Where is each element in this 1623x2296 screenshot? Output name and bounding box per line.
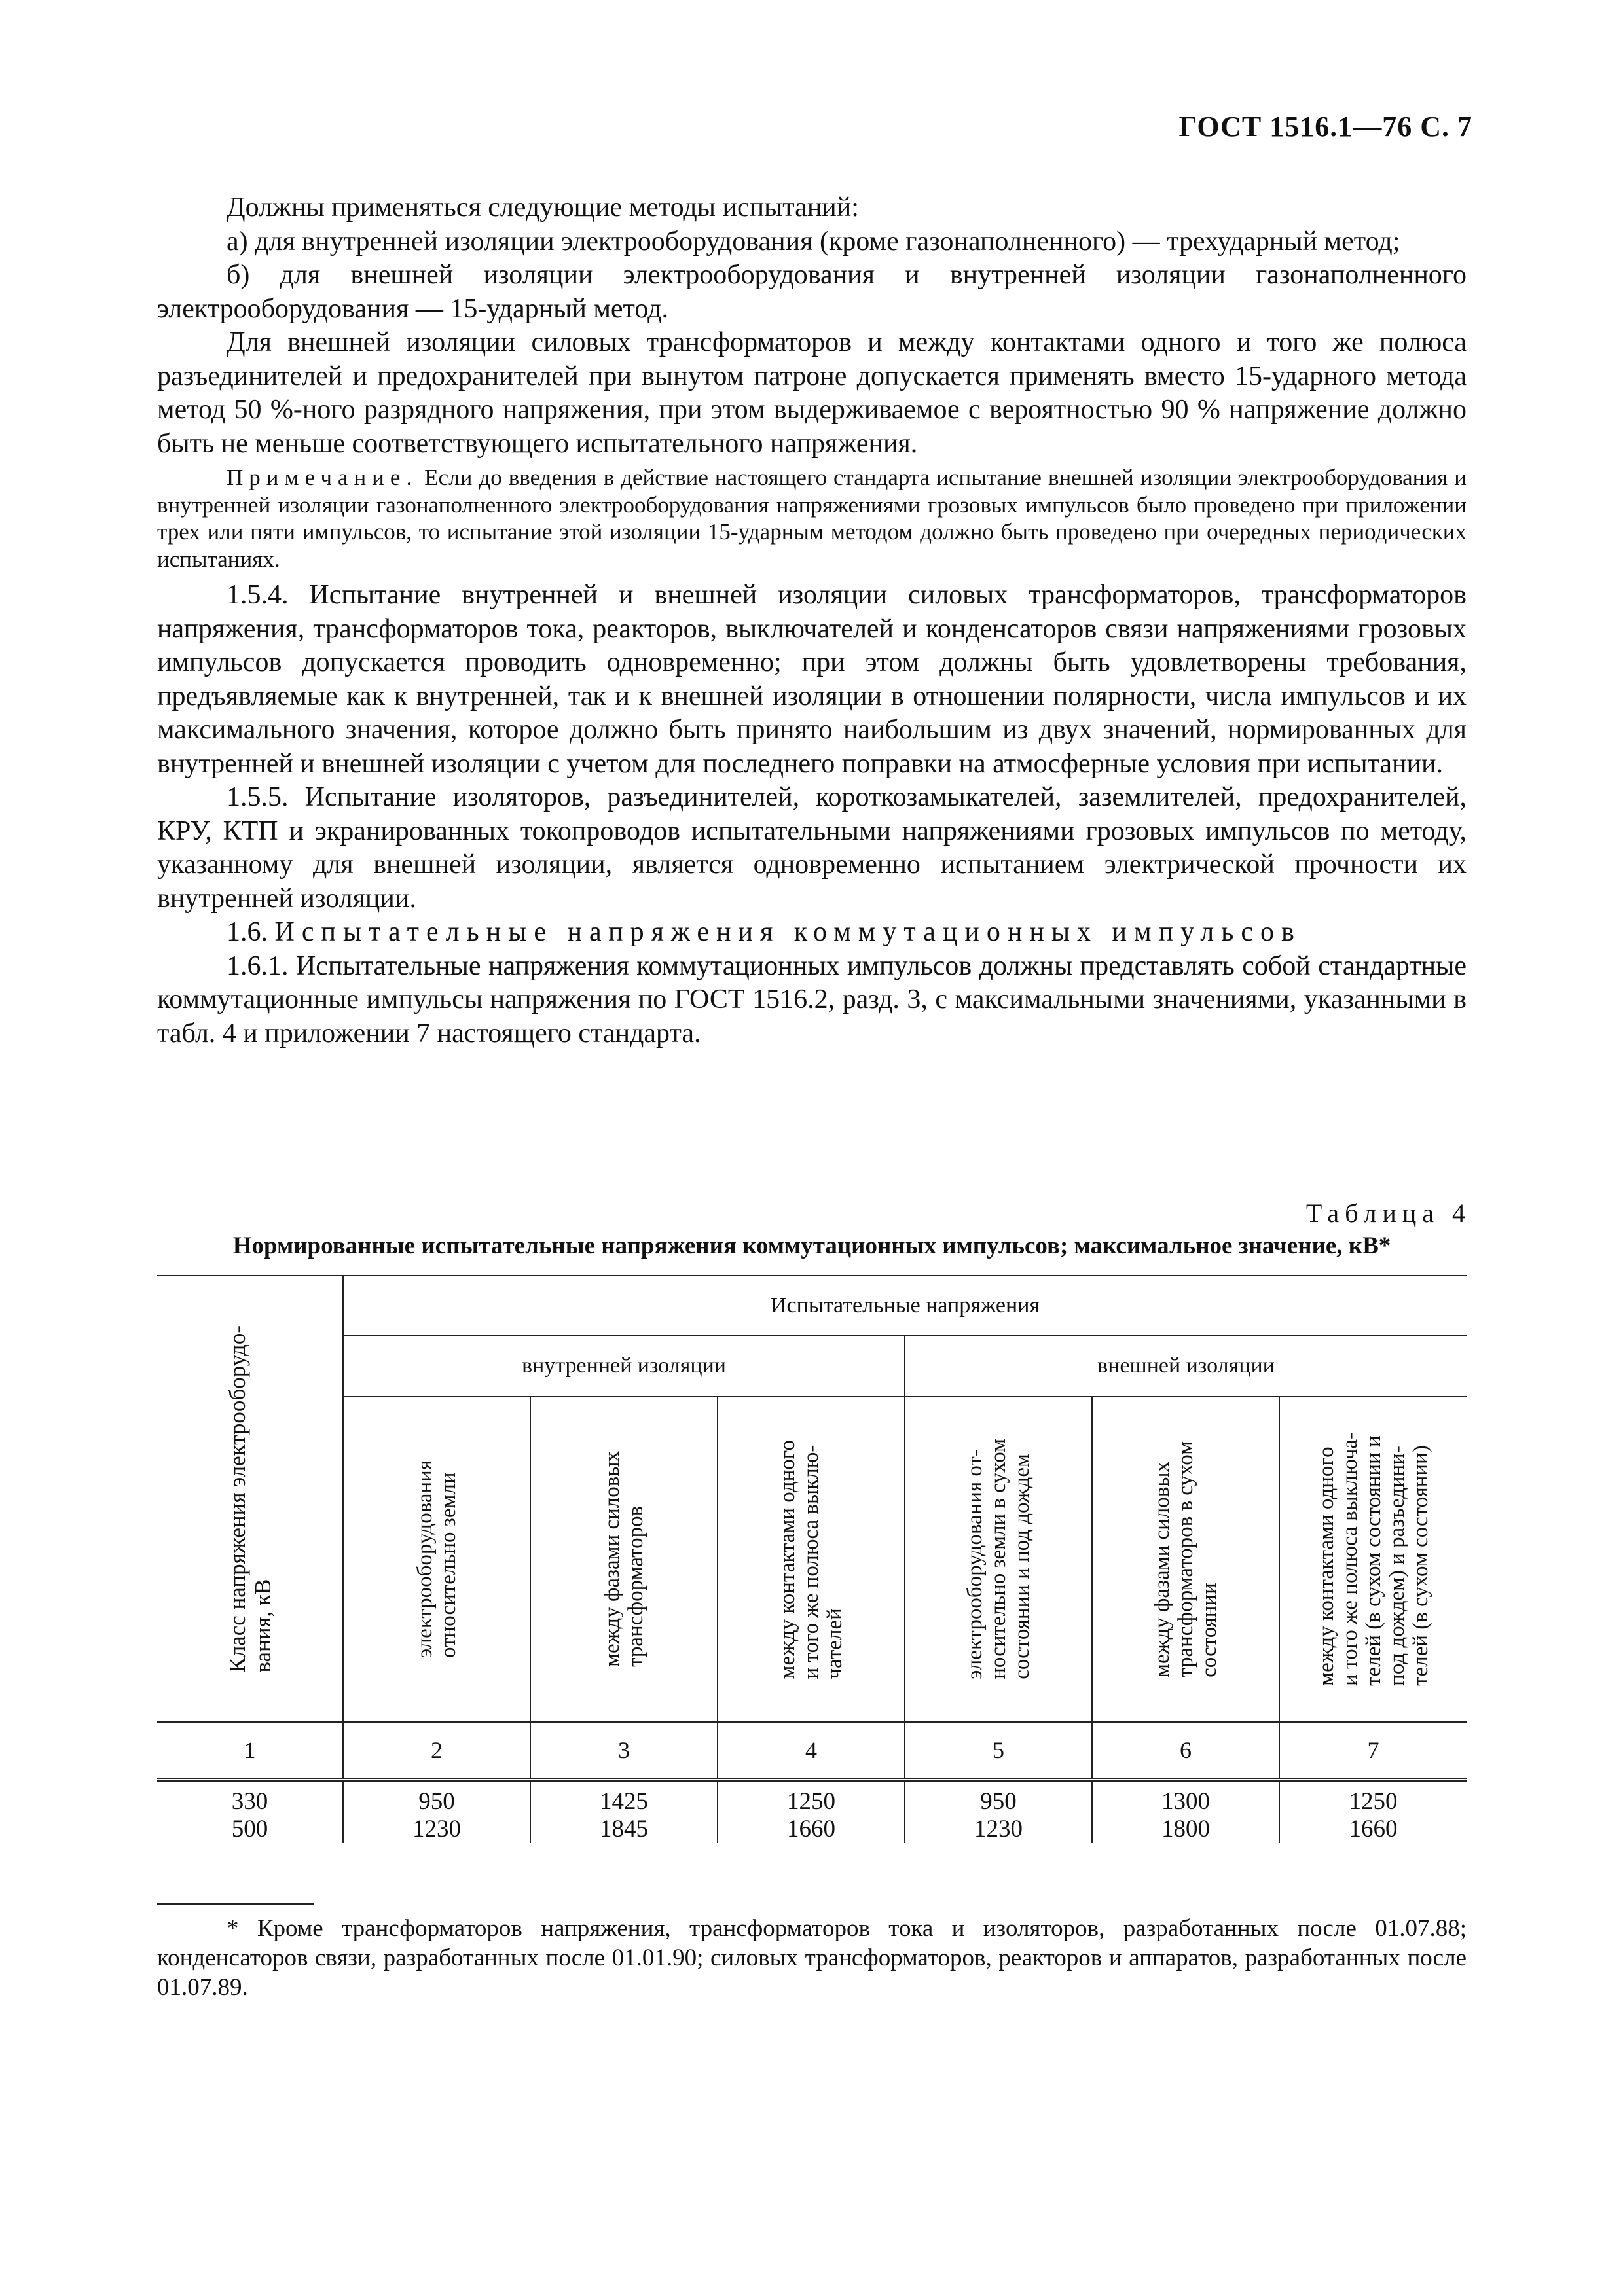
column-number: 6	[1092, 1722, 1279, 1780]
table-title: Нормированные испытательные напряжения коммутационных импульсов; максимальное значение, кВ*	[232, 1232, 1391, 1259]
header-voltage-class: Класс напряжения электрооборудо- вания, кВ	[157, 1276, 343, 1722]
subheader: электрооборудования от- носительно земли в сухом состоянии и под дождем	[905, 1397, 1092, 1722]
column-number: 1	[157, 1722, 343, 1780]
column-number-row	[157, 1722, 1467, 1780]
header-internal-insulation: внутренней изоляции	[343, 1336, 905, 1396]
table-row	[157, 1780, 1467, 1843]
table-cell: 1425 1845	[530, 1780, 718, 1843]
header-test-voltages: Испытательные напряжения	[343, 1276, 1467, 1336]
note	[157, 464, 1467, 573]
section-number: 1.6.	[227, 917, 268, 947]
body-text	[157, 191, 1467, 1050]
column-number: 5	[905, 1722, 1092, 1780]
subheader: электрооборудования относительно земли	[343, 1397, 530, 1722]
column-number: 3	[530, 1722, 718, 1780]
footnote-divider	[157, 1903, 314, 1905]
subheader: между контактами одного и того же полюса выклю- чателей	[718, 1397, 905, 1722]
footnote: * Кроме трансформаторов напряжения, трансформаторов тока и изоляторов, разработанных после 01.07.88; конденсаторов связи, разработанных после 01.01.90; силовых трансформаторов, реакторов и аппаратов, разработанных после 01.07.89.	[157, 1915, 1467, 2001]
note-text: Если до введения в действие настоящего стандарта испытание внешней изоляции электрооборудования и внутренней изоляции газонаполненного электрооборудования напряжениями грозовых импульсов было проведено при приложении трех или пяти импульсов, то испытание этой изоляции 15-ударным методом должно быть проведено при очередных периодических испытаниях.	[157, 465, 1467, 572]
table-cell: 950 1230	[343, 1780, 530, 1843]
subheader: между фазами силовых трансформаторов	[530, 1397, 718, 1722]
paragraph: Для внешней изоляции силовых трансформаторов и между контактами одного и того же полюса разъединителей и предохранителей при вынутом патроне допускается применять вместо 15-ударного метода метод 50 %-ного разрядного напряжения, при этом выдерживаемое с вероятностью 90 % напряжение должно быть не меньше соответствующего испытательного напряжения.	[157, 327, 1467, 459]
paragraph: 1.5.4. Испытание внутренней и внешней изоляции силовых трансформаторов, трансформаторов напряжения, трансформаторов тока, реакторов, выключателей и конденсаторов связи напряжениями грозовых импульсов допускается проводить одновременно; при этом должны быть удовлетворены требования, предъявляемые как к внутренней, так и к внешней изоляции в отношении полярности, числа импульсов и их максимального значения, которое должно быть принято наибольшим из двух значений, нормированных для внутренней и внешней изоляции с учетом для последнего поправки на атмосферные условия при испытании.	[157, 580, 1467, 779]
voltage-table	[157, 1275, 1467, 1843]
subheader: между контактами одного и того же полюса выключа- телей (в сухом состоянии и под дождем) и разъедини- телей (в сухом состоянии)	[1314, 1432, 1432, 1687]
table-cell: 1300 1800	[1092, 1780, 1279, 1843]
column-number: 4	[718, 1722, 905, 1780]
paragraph: б) для внешней изоляции электрооборудования и внутренней изоляции газонаполненного электрооборудования — 15-ударный метод.	[157, 260, 1467, 324]
paragraph: а) для внутренней изоляции электрооборудования (кроме газонаполненного) — трехударный метод;	[227, 226, 1400, 257]
paragraph: 1.5.5. Испытание изоляторов, разъединителей, короткозамыкателей, заземлителей, предохранителей, КРУ, КТП и экранированных токопроводов испытательными напряжениями грозовых импульсов по методу, указанному для внешней изоляции, является одновременно испытанием электрической прочности их внутренней изоляции.	[157, 782, 1467, 914]
paragraph: 1.6.1. Испытательные напряжения коммутационных импульсов должны представлять собой стандартные коммутационные импульсы напряжения по ГОСТ 1516.2, разд. 3, с максимальными значениями, указанными в табл. 4 и приложении 7 настоящего стандарта.	[157, 950, 1467, 1049]
table-cell: 950 1230	[905, 1780, 1092, 1843]
header-external-insulation: внешней изоляции	[905, 1336, 1467, 1396]
table-label: Таблица 4	[1305, 1198, 1471, 1228]
note-label: Примечание.	[227, 465, 418, 490]
column-number: 7	[1279, 1722, 1467, 1780]
table-cell: 330 500	[157, 1780, 343, 1843]
table-cell: 1250 1660	[718, 1780, 905, 1843]
section-title: Испытательные напряжения коммутационных импульсов	[274, 917, 1302, 947]
subheader: между фазами силовых трансформаторов в сухом состоянии	[1092, 1397, 1279, 1722]
page-header: ГОСТ 1516.1—76 С. 7	[1178, 111, 1472, 143]
column-number: 2	[343, 1722, 530, 1780]
paragraph: Должны применяться следующие методы испытаний:	[227, 192, 859, 223]
section-heading	[157, 916, 1467, 950]
table-cell: 1250 1660	[1279, 1780, 1467, 1843]
